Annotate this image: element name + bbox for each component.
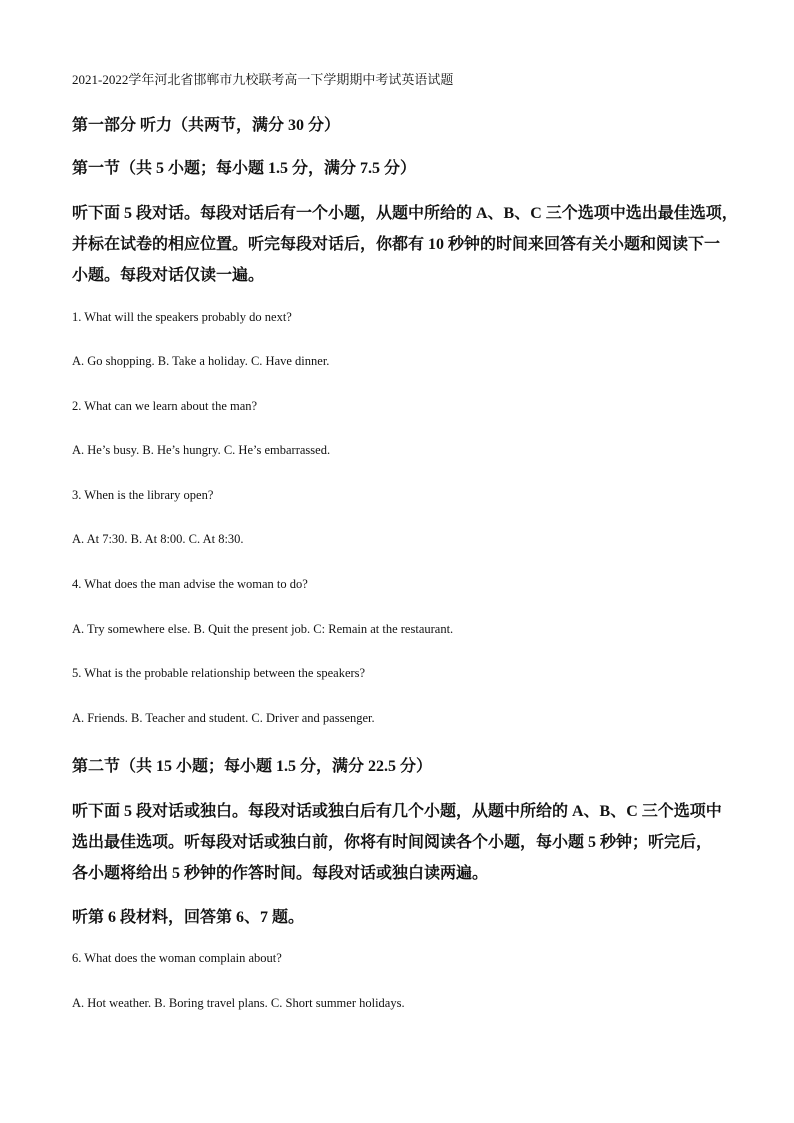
section1-instruction-line: 小题。每段对话仅读一遍。 [72,267,265,284]
document-title: 2021-2022学年河北省邯郸市九校联考高一下学期期中考试英语试题 [72,72,454,87]
question-6-options: A. Hot weather. B. Boring travel plans. C. Short summer holidays. [72,996,405,1010]
section2-instruction-line: 各小题将给出 5 秒钟的作答时间。每段对话或独白读两遍。 [72,865,489,882]
section2-instruction-line: 选出最佳选项。听每段对话或独白前，你将有时间阅读各个小题，每小题 5 秒钟；听完后， [72,834,713,851]
question-4-options: A. Try somewhere else. B. Quit the present job. C: Remain at the restaurant. [72,622,454,636]
material-6-heading: 听第 6 段材料，回答第 6、7 题。 [72,909,305,926]
question-3: 3. When is the library open? [72,488,214,502]
question-5-options: A. Friends. B. Teacher and student. C. Driver and passenger. [72,711,375,725]
question-1: 1. What will the speakers probably do next? [72,310,292,324]
section1-instruction-line: 并标在试卷的相应位置。听完每段对话后，你都有 10 秒钟的时间来回答有关小题和阅读下一 [72,236,721,253]
section1-heading: 第一节（共 5 小题；每小题 1.5 分，满分 7.5 分） [72,160,417,177]
section2-instruction-line: 听下面 5 段对话或独白。每段对话或独白后有几个小题，从题中所给的 A、B、C 三个选项中 [72,803,722,820]
question-2: 2. What can we learn about the man? [72,399,258,413]
question-4: 4. What does the man advise the woman to do? [72,577,308,591]
question-2-options: A. He’s busy. B. He’s hungry. C. He’s embarrassed. [72,443,331,457]
question-3-options: A. At 7:30. B. At 8:00. C. At 8:30. [72,532,244,546]
section1-instruction-line: 听下面 5 段对话。每段对话后有一个小题，从题中所给的 A、B、C 三个选项中选出最佳选项， [72,205,738,222]
part1-heading: 第一部分 听力（共两节，满分 30 分） [72,117,341,134]
question-6: 6. What does the woman complain about? [72,951,282,965]
question-1-options: A. Go shopping. B. Take a holiday. C. Have dinner. [72,354,330,368]
section2-heading: 第二节（共 15 小题；每小题 1.5 分，满分 22.5 分） [72,758,433,775]
question-5: 5. What is the probable relationship between the speakers? [72,666,366,680]
